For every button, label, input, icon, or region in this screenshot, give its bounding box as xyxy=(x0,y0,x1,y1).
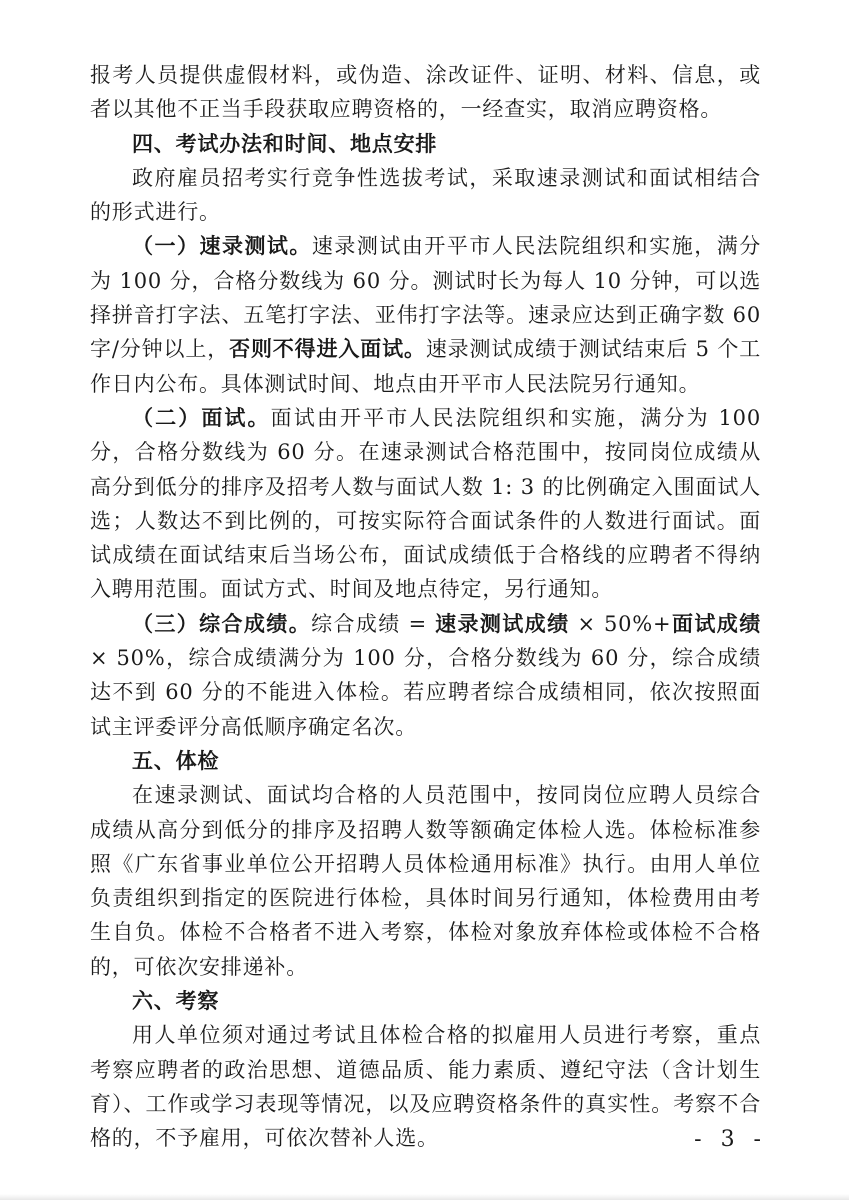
overall-score-text-c: × 50%，综合成绩满分为 100 分，合格分数线为 60 分，综合成绩达不到 60 分的不能进入体检。若应聘者综合成绩相同，依次按照面试主评委评分高低顺序确定名次。 xyxy=(90,646,761,739)
intro-paragraph: 报考人员提供虚假材料，或伪造、涂改证件、证明、材料、信息，或者以其他不正当手段获取应聘资格的，一经查实，取消应聘资格。 xyxy=(90,63,761,122)
typing-test-label: （一）速录测试。 xyxy=(132,233,312,259)
section-heading-medical-exam: 五、体检 xyxy=(132,747,220,773)
interview-score-term: 面试成绩 xyxy=(671,610,761,636)
medical-exam-paragraph: 在速录测试、面试均合格的人员范围中，按同岗位应聘人员综合成绩从高分到低分的排序及招聘人数等额确定体检人选。体检标准参照《广东省事业单位公开招聘人员体检通用标准》执行。由用人单位负责组织到指定的医院进行体检，具体时间另行通知，体检费用由考生自负。体检不合格者不进入考察，体检对象放弃体检或体检不合格的，可依次安排递补。 xyxy=(90,783,761,979)
typing-test-paragraph xyxy=(90,229,761,400)
page-bottom-edge xyxy=(0,1194,849,1200)
interview-text: 面试由开平市人民法院组织和实施，满分为 100 分，合格分数线为 60 分。在速录测试合格范围中，按同岗位成绩从高分到低分的排序及招考人数与面试人数 1: 3 的比例确定入围面试人选；人数达不到比例的，可按实际符合面试条件的人数进行面试。面试成绩在面试结束后当场公布，面试成绩低于合格线的应聘者不得纳入聘用范围。面试方式、时间及地点待定，另行通知。 xyxy=(90,405,761,602)
typing-test-text-a: 速录测试由开平市人民法院组织和实施，满分为 100 分，合格分数线为 60 分。测试时长为每人 10 分钟，可以选择拼音打字法、五笔打字法、亚伟打字法等。速录应达到正确字数 60 字/分钟以上， xyxy=(90,234,762,362)
overall-score-text-b: × 50%+ xyxy=(569,611,672,636)
section-heading-exam-arrangement: 四、考试办法和时间、地点安排 xyxy=(132,130,438,156)
exam-overview-paragraph: 政府雇员招考实行竞争性选拔考试，采取速录测试和面试相结合的形式进行。 xyxy=(90,165,761,225)
section-heading-inspection: 六、考察 xyxy=(132,988,220,1014)
overall-score-text-a: 综合成绩 = xyxy=(311,611,436,636)
overall-score-paragraph xyxy=(90,607,761,744)
page-number: - 3 - xyxy=(694,1127,767,1152)
overall-score-label: （三）综合成绩。 xyxy=(132,610,312,636)
typing-score-term: 速录测试成绩 xyxy=(435,610,570,636)
inspection-paragraph: 用人单位须对通过考试且体检合格的拟雇用人员进行考察，重点考察应聘者的政治思想、道德品质、能力素质、遵纪守法（含计划生育）、工作或学习表现等情况，以及应聘资格条件的真实性。考察不合格的，不予雇用，可依次替补人选。 xyxy=(90,1023,761,1151)
typing-test-bold-note: 否则不得进入面试。 xyxy=(229,336,426,362)
interview-paragraph xyxy=(90,401,761,607)
interview-label: （二）面试。 xyxy=(132,404,271,430)
typing-test-text-b: 速录测试成绩于测试结束后 5 个工作日内公布。具体测试时间、地点由开平市人民法院另行通知。 xyxy=(90,337,762,396)
